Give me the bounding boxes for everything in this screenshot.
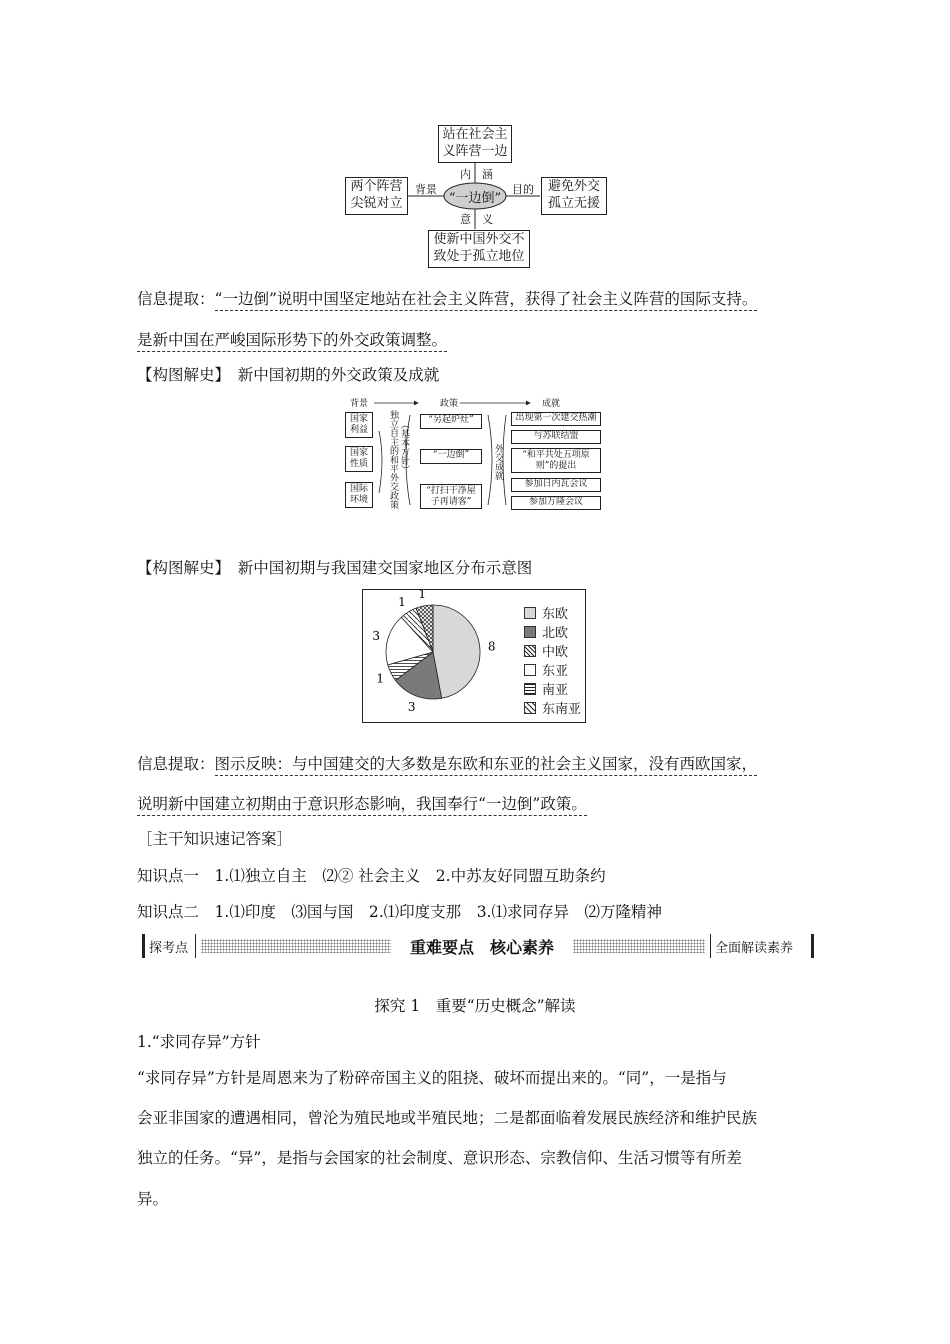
paragraph-line: 会亚非国家的遭遇相同，曾沦为殖民地或半殖民地；二是都面临着发展民族经济和维护民族 <box>137 1109 758 1127</box>
info-prefix: 信息提取： <box>137 290 215 308</box>
legend-item <box>524 603 568 622</box>
pie-value-label: 3 <box>372 628 381 643</box>
kp-answer: ⑵② 社会主义 <box>322 867 421 885</box>
info-text: 是新中国在严峻国际形势下的外交政策调整。 <box>137 331 447 352</box>
pie-value-label: 8 <box>487 639 496 654</box>
result-item: “和平共处五项原则”的提出 <box>511 448 601 473</box>
explore-title: 探究 1 重要“历史概念”解读 <box>374 997 576 1015</box>
kp-label: 知识点一 <box>137 867 200 885</box>
result-item: 与苏联结盟 <box>511 430 601 444</box>
principle-label: 独立自主的和平外交政策 <box>388 410 398 509</box>
result-item: 参加日内瓦会议 <box>511 478 601 492</box>
kp-answer: 1.⑴独立自主 <box>214 867 307 885</box>
pie-value-label: 1 <box>418 590 426 602</box>
policy-item: “另起炉灶” <box>420 414 482 429</box>
info-prefix: 信息提取： <box>137 755 215 773</box>
section-title-policy: 【构图解史】 新中国初期的外交政策及成就 <box>137 366 440 384</box>
legend-item <box>524 641 568 660</box>
legend-swatch <box>524 702 536 714</box>
kp-answer: 1.⑴印度 <box>214 903 276 921</box>
legend-label: 南亚 <box>542 683 569 698</box>
legend-swatch <box>524 683 536 695</box>
info-extract-1-line1 <box>137 287 757 309</box>
banner-right-label: 全面解读素养 <box>715 941 794 956</box>
diagram-header-result: 成就 <box>542 399 561 409</box>
policy-item: “打扫干净屋子再请客” <box>420 484 482 509</box>
kp-answer: 2.⑴印度支那 <box>368 903 462 921</box>
diagram-header-background: 背景 <box>350 399 369 409</box>
diagram-center-label: “一边倒” <box>448 191 502 206</box>
legend-swatch <box>524 626 536 638</box>
pie-value-label: 1 <box>398 594 406 609</box>
result-label: 外交成就 <box>493 444 503 480</box>
kp-answer: 3.⑴求同存异 <box>476 903 569 921</box>
result-item: 参加万隆会议 <box>511 496 601 510</box>
result-item: 出现第一次建交热潮 <box>511 412 601 426</box>
diagram-label-bottom: 意 义 <box>460 213 493 226</box>
section-banner <box>142 934 814 958</box>
paragraph-line: 独立的任务。“异”，是指与会国家的社会制度、意识形态、宗教信仰、生活习惯等有所差 <box>137 1149 742 1167</box>
diagram-box-top: 站在社会主义阵营一边 <box>438 125 512 163</box>
diagram-box-bottom: 使新中国外交不致处于孤立地位 <box>428 230 530 268</box>
bg-item: 国际环境 <box>345 482 373 508</box>
pie-slice-东欧 <box>433 605 480 698</box>
diagram-label-left: 背景 <box>415 183 437 196</box>
policy-item: “一边倒” <box>420 449 482 464</box>
answers-title: ［主干知识速记答案］ <box>137 830 293 848</box>
legend-swatch <box>524 645 536 657</box>
principle-note: （基本方针） <box>399 420 409 474</box>
paragraph-line: “求同存异”方针是周恩来为了粉碎帝国主义的阻挠、破坏而提出来的。“同”，一是指与 <box>137 1069 727 1087</box>
diagram-box-right: 避免外交孤立无援 <box>541 177 607 215</box>
banner-title: 重难要点 核心素养 <box>409 938 554 957</box>
info-extract-1-line2 <box>137 328 447 350</box>
item-title: 1.“求同存异”方针 <box>137 1033 261 1051</box>
diagram-label-right: 目的 <box>512 183 534 196</box>
diagram-box-left: 两个阵营尖锐对立 <box>345 177 408 215</box>
info-text: 图示反映：与中国建交的大多数是东欧和东亚的社会主义国家，没有西欧国家， <box>215 755 758 776</box>
bg-item: 国家性质 <box>345 446 373 472</box>
info-text: “一边倒”说明中国坚定地站在社会主义阵营，获得了社会主义阵营的国际支持。 <box>215 290 758 311</box>
kp-answer: ⑶国与国 <box>291 903 354 921</box>
bg-item: 国家利益 <box>345 412 373 438</box>
legend-label: 东欧 <box>542 607 569 622</box>
banner-left-label: 探考点 <box>149 941 189 956</box>
legend-item <box>524 698 581 717</box>
info-extract-2-line1 <box>137 752 757 774</box>
paragraph-line: 异。 <box>137 1190 169 1208</box>
legend-label: 东亚 <box>542 664 569 679</box>
knowledge-point-1 <box>137 864 606 886</box>
legend-label: 中欧 <box>542 645 569 660</box>
diagram-label-top: 内 涵 <box>460 168 493 181</box>
legend-label: 北欧 <box>542 626 569 641</box>
pie-value-label: 1 <box>376 671 385 686</box>
legend-label: 东南亚 <box>542 702 582 717</box>
info-extract-2-line2 <box>137 792 587 814</box>
legend-swatch <box>524 664 536 676</box>
legend-item <box>524 679 568 698</box>
kp-answer: 2.中苏友好同盟互助条约 <box>435 867 606 885</box>
diagram-header-policy: 政策 <box>440 399 459 409</box>
legend-swatch <box>524 607 536 619</box>
section-title-distribution: 【构图解史】 新中国初期与我国建交国家地区分布示意图 <box>137 559 533 577</box>
pie-value-label: 3 <box>407 700 416 715</box>
kp-label: 知识点二 <box>137 903 200 921</box>
kp-answer: ⑵万隆精神 <box>584 903 663 921</box>
knowledge-point-2 <box>137 900 662 922</box>
info-text: 说明新中国建立初期由于意识形态影响，我国奉行“一边倒”政策。 <box>137 795 587 816</box>
legend-item <box>524 622 568 641</box>
legend-item <box>524 660 568 679</box>
